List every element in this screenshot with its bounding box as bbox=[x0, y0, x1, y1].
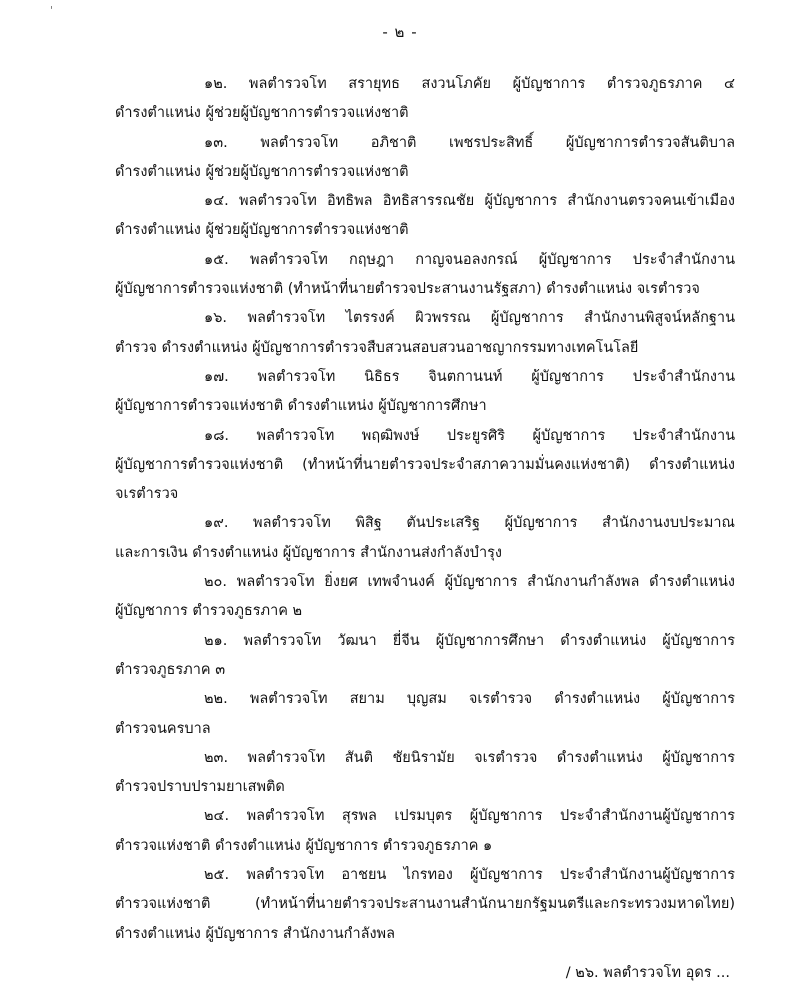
appointment-item bbox=[115, 304, 735, 363]
appointment-continuation-line: ตำรวจนครบาล bbox=[115, 720, 211, 737]
appointment-continuation-line: ดำรงตำแหน่ง ผู้ช่วยผู้บัญชาการตำรวจแห่งชาติ bbox=[115, 105, 409, 122]
continuation-reference: / ๒๖. พลตำรวจโท อุดร ... bbox=[565, 965, 730, 981]
appointment-continuation-line: และการเงิน ดำรงตำแหน่ง ผู้บัญชาการ สำนักงานส่งกำลังบำรุง bbox=[115, 544, 502, 561]
appointment-item bbox=[115, 509, 735, 568]
appointment-item bbox=[115, 744, 735, 803]
appointment-first-line: ๒๕. พลตำรวจโท อาชยน ไกรทอง ผู้บัญชาการ ประจำสำนักงานผู้บัญชาการ bbox=[204, 867, 735, 884]
appointment-item bbox=[115, 627, 735, 686]
appointment-first-line: ๑๖. พลตำรวจโท ไตรรงค์ ผิวพรรณ ผู้บัญชาการ สำนักงานพิสูจน์หลักฐาน bbox=[204, 310, 735, 327]
appointment-item bbox=[115, 187, 735, 246]
appointment-first-line: ๒๐. พลตำรวจโท ยิ่งยศ เทพจำนงค์ ผู้บัญชาการ สำนักงานกำลังพล ดำรงตำแหน่ง bbox=[204, 574, 735, 591]
corner-mark: ' bbox=[50, 4, 54, 17]
appointment-continuation-line: จเรตำรวจ bbox=[115, 486, 179, 503]
appointment-item bbox=[115, 246, 735, 305]
appointment-item bbox=[115, 363, 735, 422]
appointment-item bbox=[115, 70, 735, 129]
appointment-item bbox=[115, 129, 735, 188]
appointment-first-line: ๑๓. พลตำรวจโท อภิชาติ เพชรประสิทธิ์ ผู้บัญชาการตำรวจสันติบาล bbox=[204, 134, 735, 151]
appointment-continuation-line: ดำรงตำแหน่ง ผู้บัญชาการ สำนักงานกำลังพล bbox=[115, 925, 395, 942]
appointment-first-line: ๒๑. พลตำรวจโท วัฒนา ยี่จีน ผู้บัญชาการศึกษา ดำรงตำแหน่ง ผู้บัญชาการ bbox=[204, 632, 735, 649]
appointment-first-line: ๑๒. พลตำรวจโท สรายุทธ สงวนโภคัย ผู้บัญชาการ ตำรวจภูธรภาค ๔ bbox=[204, 76, 735, 92]
appointment-item bbox=[115, 685, 735, 744]
appointment-first-line: ๒๒. พลตำรวจโท สยาม บุญสม จเรตำรวจ ดำรงตำแหน่ง ผู้บัญชาการ bbox=[204, 691, 735, 708]
appointment-continuation-line: ตำรวจแห่งชาติ ดำรงตำแหน่ง ผู้บัญชาการ ตำรวจภูธรภาค ๑ bbox=[115, 837, 493, 854]
appointment-first-line: ๒๓. พลตำรวจโท สันติ ชัยนิรามัย จเรตำรวจ ดำรงตำแหน่ง ผู้บัญชาการ bbox=[204, 749, 735, 766]
appointment-continuation-line: ตำรวจ ดำรงตำแหน่ง ผู้บัญชาการตำรวจสืบสวนสอบสวนอาชญากรรมทางเทคโนโลยี bbox=[115, 339, 639, 356]
appointment-first-line: ๑๗. พลตำรวจโท นิธิธร จินตกานนท์ ผู้บัญชาการ ประจำสำนักงาน bbox=[204, 368, 735, 385]
appointment-first-line: ๑๘. พลตำรวจโท พฤฒิพงษ์ ประยูรศิริ ผู้บัญชาการ ประจำสำนักงาน bbox=[204, 427, 735, 444]
appointment-first-line: ๑๕. พลตำรวจโท กฤษฎา กาญจนอลงกรณ์ ผู้บัญชาการ ประจำสำนักงาน bbox=[204, 251, 735, 268]
appointment-continuation-line: ดำรงตำแหน่ง ผู้ช่วยผู้บัญชาการตำรวจแห่งชาติ bbox=[115, 222, 409, 239]
appointment-first-line: ๑๙. พลตำรวจโท พิสิฐ ตันประเสริฐ ผู้บัญชาการ สำนักงานงบประมาณ bbox=[204, 515, 735, 532]
appointment-continuation-line: ผู้บัญชาการตำรวจแห่งชาติ (ทำหน้าที่นายตำรวจประจำสภาความมั่นคงแห่งชาติ) ดำรงตำแหน่ง bbox=[115, 456, 735, 473]
appointment-continuation-line: ผู้บัญชาการตำรวจแห่งชาติ (ทำหน้าที่นายตำรวจประสานงานรัฐสภา) ดำรงตำแหน่ง จเรตำรวจ bbox=[115, 281, 700, 298]
appointment-item bbox=[115, 802, 735, 861]
page-number: - ๒ - bbox=[382, 23, 418, 41]
appointment-continuation-line: ดำรงตำแหน่ง ผู้ช่วยผู้บัญชาการตำรวจแห่งชาติ bbox=[115, 163, 409, 180]
appointment-first-line: ๒๔. พลตำรวจโท สุรพล เปรมบุตร ผู้บัญชาการ ประจำสำนักงานผู้บัญชาการ bbox=[204, 808, 735, 825]
appointment-continuation-line: ตำรวจภูธรภาค ๓ bbox=[115, 661, 226, 678]
appointment-continuation-line: ตำรวจปราบปรามยาเสพติด bbox=[115, 779, 285, 796]
appointment-item bbox=[115, 861, 735, 949]
appointment-continuation-line: ผู้บัญชาการตำรวจแห่งชาติ ดำรงตำแหน่ง ผู้บัญชาการศึกษา bbox=[115, 398, 487, 415]
appointment-item bbox=[115, 422, 735, 510]
appointment-item bbox=[115, 568, 735, 627]
appointment-list bbox=[115, 70, 735, 949]
appointment-continuation-line: ผู้บัญชาการ ตำรวจภูธรภาค ๒ bbox=[115, 603, 303, 620]
appointment-first-line: ๑๔. พลตำรวจโท อิทธิพล อิทธิสารรณชัย ผู้บัญชาการ สำนักงานตรวจคนเข้าเมือง bbox=[204, 193, 735, 210]
appointment-continuation-line: ตำรวจแห่งชาติ (ทำหน้าที่นายตำรวจประสานงานสำนักนายกรัฐมนตรีและกระทรวงมหาดไทย) bbox=[115, 896, 735, 913]
